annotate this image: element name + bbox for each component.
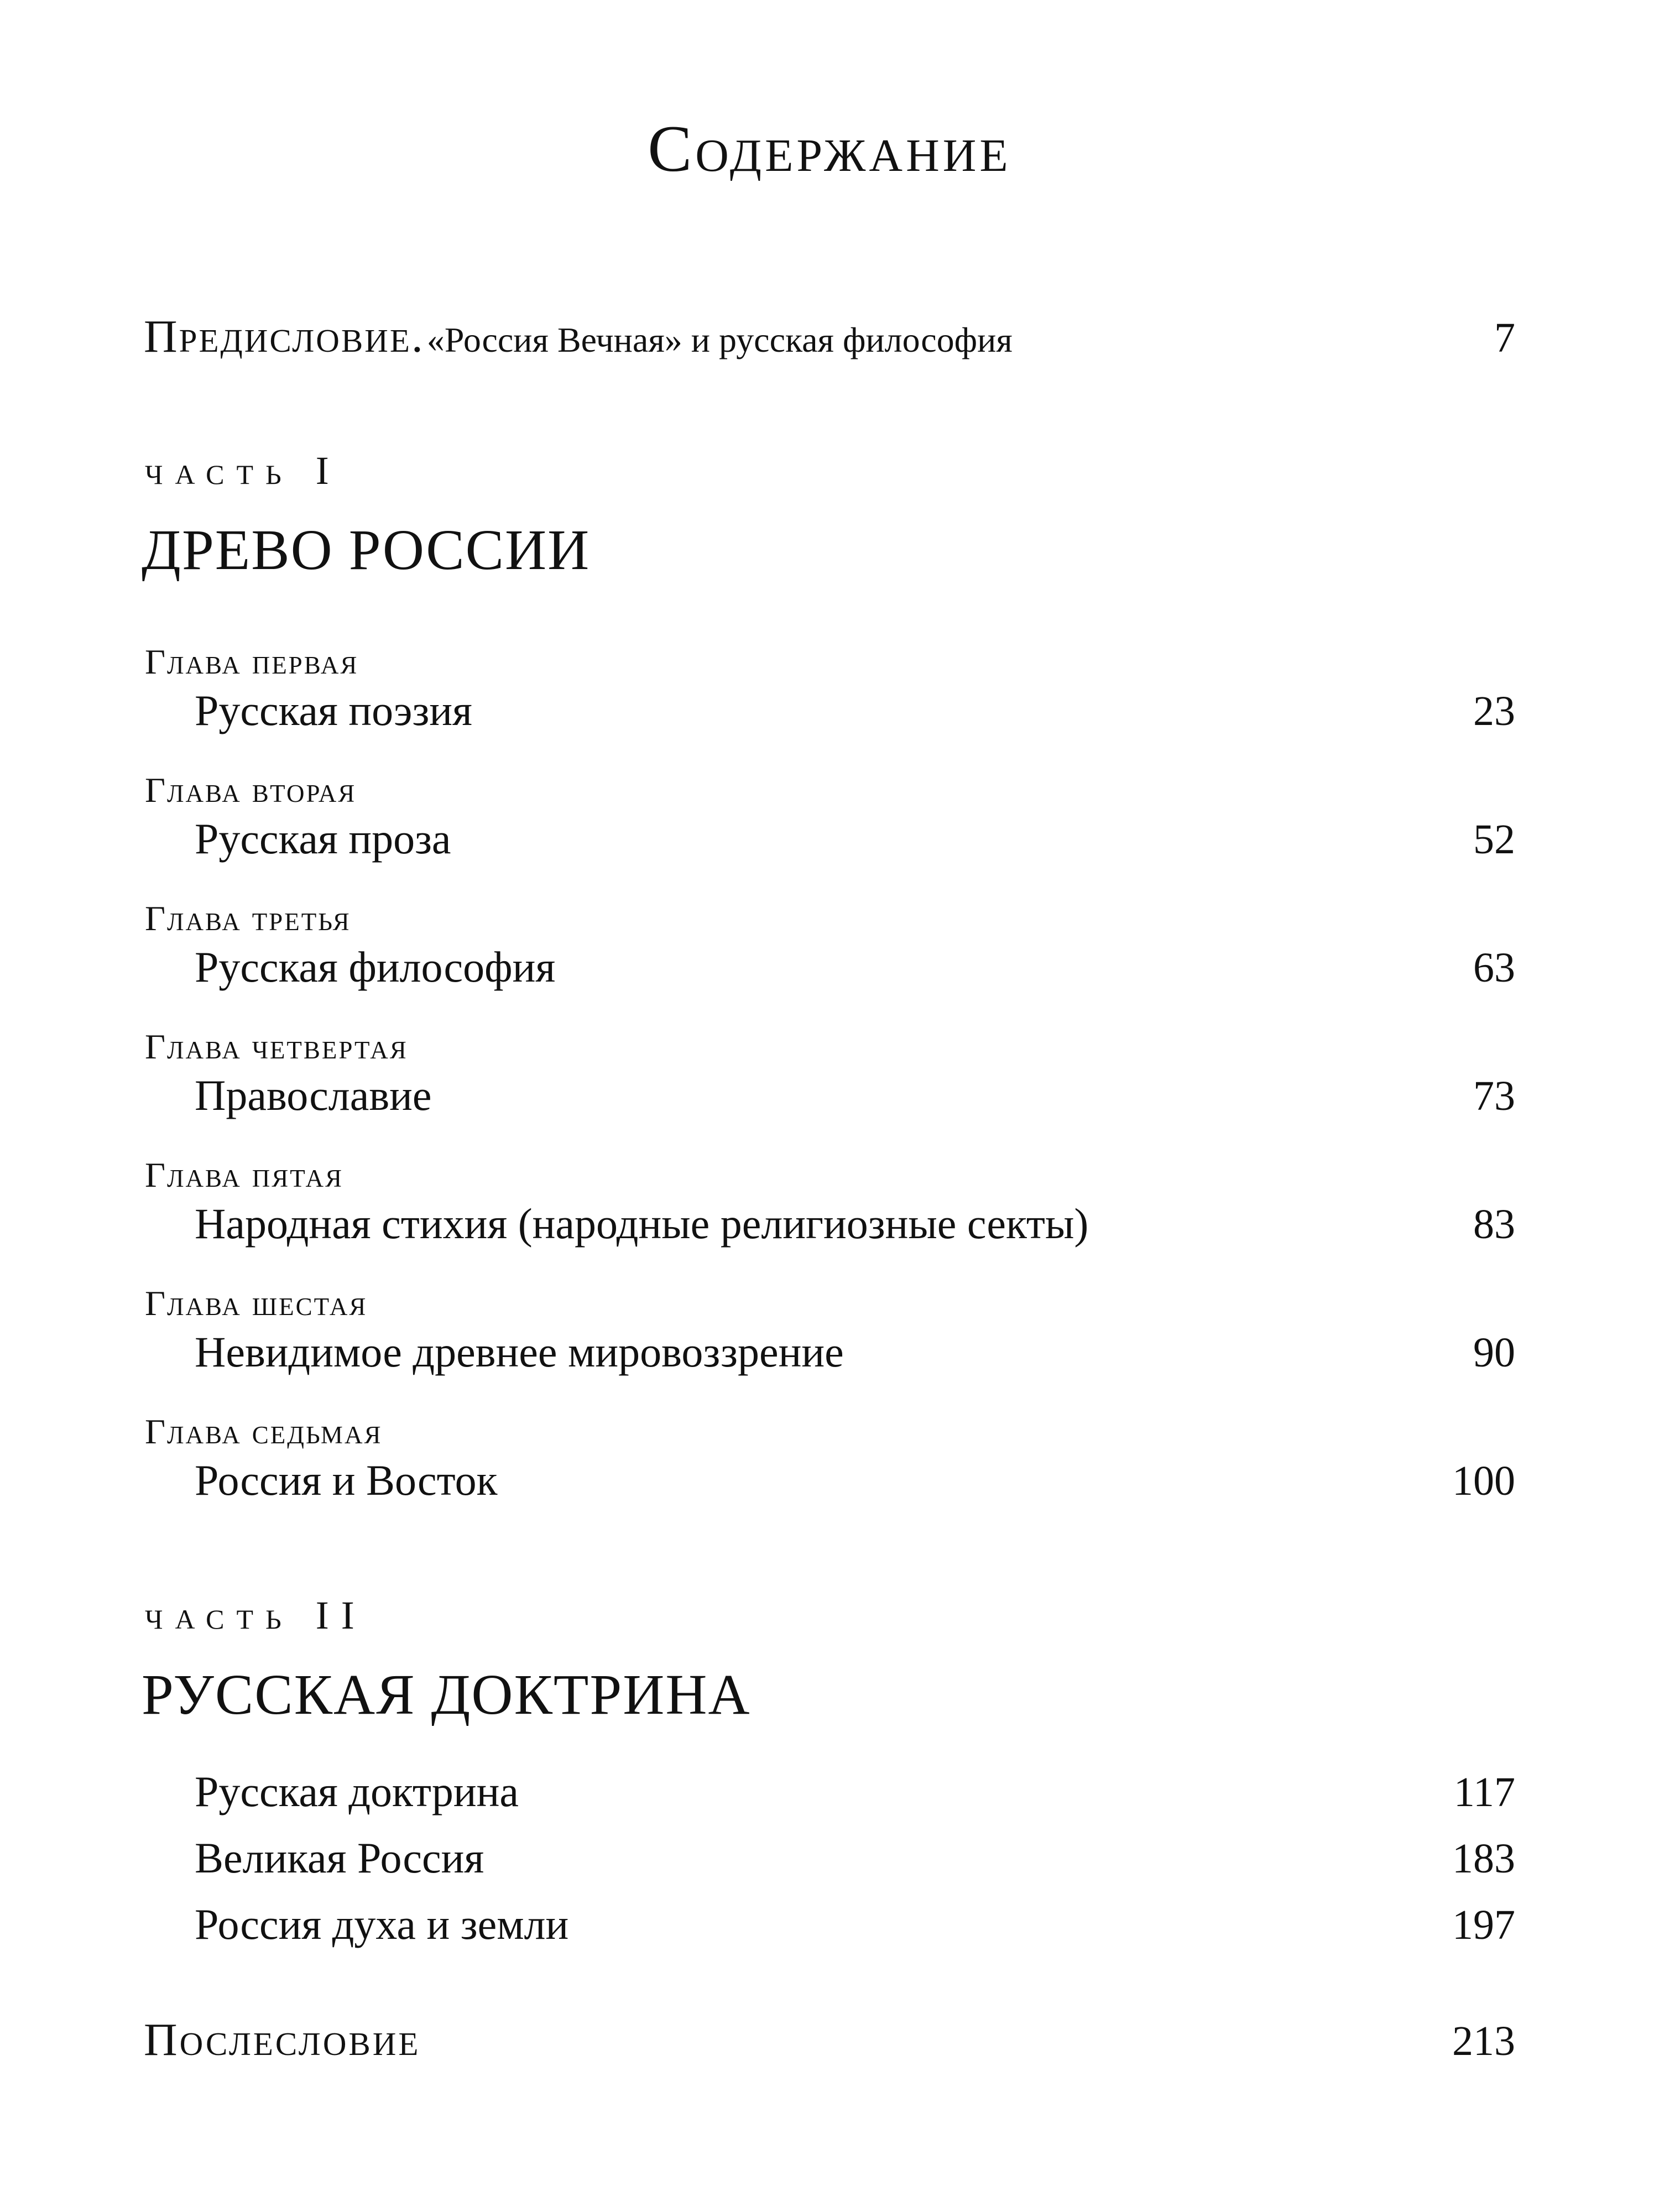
chapter-title: Русская философия: [195, 943, 556, 991]
part-label: часть II: [145, 1593, 367, 1637]
chapter-title: Народная стихия (народные религиозные секты): [195, 1199, 1089, 1248]
part-title: РУССКАЯ ДОКТРИНА: [142, 1663, 751, 1726]
chapter-title: Русская поэзия: [195, 686, 472, 734]
toc-entry: [144, 1071, 1515, 1120]
chapter-title: Россия духа и земли: [195, 1900, 569, 1948]
chapter-title: Русская проза: [195, 815, 451, 863]
chapter-title: Невидимое древнее мировоззрение: [195, 1328, 844, 1376]
page-number: 7: [1494, 315, 1515, 361]
page-title: Содержание: [648, 112, 1011, 185]
page-number: 197: [1452, 1902, 1515, 1948]
chapter-title: Россия и Восток: [195, 1456, 498, 1504]
toc-entry: [144, 814, 1515, 864]
toc-entry: [144, 1455, 1515, 1505]
chapter-label: Глава четвертая: [145, 1027, 408, 1066]
chapter-label: Глава пятая: [145, 1155, 343, 1194]
chapter-title: Великая Россия: [195, 1834, 484, 1882]
chapter-label: Глава третья: [145, 899, 351, 938]
chapter-label: Глава первая: [145, 642, 359, 681]
toc-entry: [144, 1900, 1515, 1949]
part-title: ДРЕВО РОССИИ: [142, 518, 591, 582]
chapter-title: Православие: [195, 1071, 432, 1119]
page-number: 23: [1473, 688, 1515, 734]
preface-text: [144, 310, 1013, 363]
chapter-label: Глава шестая: [145, 1284, 368, 1323]
page-number: 63: [1473, 945, 1515, 991]
chapter-title: Русская доктрина: [195, 1767, 519, 1815]
toc-entry: [144, 942, 1515, 992]
page-number: 52: [1473, 816, 1515, 863]
chapter-label: Глава седьмая: [145, 1412, 383, 1451]
chapter-label: Глава вторая: [145, 770, 357, 810]
page-number: 73: [1473, 1073, 1515, 1119]
part-label: часть I: [145, 448, 341, 493]
toc-entry-preface: [144, 310, 1515, 363]
toc-entry: [144, 1327, 1515, 1377]
toc-entry: [144, 1767, 1515, 1817]
toc-entry: [144, 1833, 1515, 1883]
page-number: 100: [1452, 1458, 1515, 1504]
page-number: 183: [1452, 1835, 1515, 1882]
preface-label: Предисловие.: [144, 311, 425, 362]
page-number: 213: [1452, 2018, 1515, 2064]
page-number: 83: [1473, 1201, 1515, 1248]
postscript-label: Послесловие: [144, 2014, 421, 2065]
toc-entry: [144, 686, 1515, 735]
preface-subtitle: «Россия Вечная» и русская философия: [426, 320, 1013, 359]
toc-entry: [144, 1199, 1515, 1249]
page-number: 90: [1473, 1329, 1515, 1376]
page-number: 117: [1453, 1769, 1515, 1815]
toc-entry-postscript: [144, 2013, 1515, 2067]
